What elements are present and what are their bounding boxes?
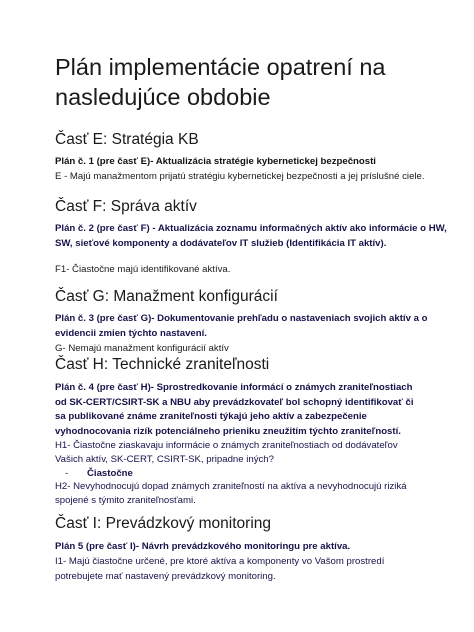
section-e-plan: Plán č. 1 (pre časť E)- Aktualizácia stratégie kybernetickej bezpečnosti (55, 156, 376, 167)
section-h-h1-line-2: Vašich aktív, SK-CERT, CSIRT-SK, pripadne iných? (55, 454, 274, 465)
section-h (55, 355, 455, 508)
section-h-plan-line-2: od SK-CERT/CSIRT-SK a NBU aby prevádzkovateľ bol schopný identifikovať či (55, 396, 414, 408)
section-g (55, 287, 455, 356)
section-g-heading: Časť G: Manažment konfigurácií (55, 288, 278, 305)
section-h-plan-line-4: vyhodnocovania rizík potenciálneho prieniku zneužitím týchto zraniteľností. (55, 425, 401, 437)
section-f (55, 197, 455, 277)
section-h-plan-line-1: Plán č. 4 (pre časť H)- Sprostredkovanie informácí o známych zraniteľnostiach (55, 382, 413, 393)
section-e-heading: Časť E: Stratégia KB (55, 131, 199, 148)
section-g-plan-line-2: evidencii zmien týchto nastavení. (55, 328, 207, 339)
title-line-2: nasledujúce obdobie (55, 84, 271, 110)
section-f-plan-line-1: Plán č. 2 (pre časť F) - Aktualizácia zoznamu informačných aktív ako informácie o HW, (55, 223, 447, 234)
bullet-dash: - (65, 468, 69, 479)
section-g-plan-line-1: Plán č. 3 (pre časť G)- Dokumentovanie prehľadu o nastaveniach svojich aktív a o (55, 313, 428, 324)
section-h-plan-line-3: sa publikované známe zraniteľnosti týkajú jeho aktív a zabezpečenie (55, 411, 367, 422)
section-i-text-line-2: potrebujete mať nastavený prevádzkový monitoring. (55, 571, 276, 582)
section-h-heading: Časť H: Technické zraniteľnosti (55, 356, 270, 373)
section-h-bullet (55, 467, 455, 480)
section-g-text: G- Nemajú manažment konfigurácií aktív (55, 343, 229, 354)
document-title (55, 52, 450, 112)
title-line-1: Plán implementácie opatrení na (55, 54, 386, 80)
section-f-plan-line-2: SW, sieťové komponenty a dodávateľov IT služieb (Identifikácia IT aktív). (55, 238, 387, 249)
bullet-text: Čiastočne (87, 468, 133, 479)
section-f-heading: Časť F: Správa aktív (55, 198, 197, 215)
section-e-text: E - Majú manažmentom prijatú stratégiu kybernetickej bezpečnosti a jej príslušné ciele. (55, 171, 425, 182)
section-e (55, 130, 455, 184)
section-i (55, 514, 455, 584)
section-i-text-line-1: I1- Majú čiastočne určené, pre ktoré aktíva a komponenty vo Vašom prostredí (55, 556, 385, 567)
section-h-h2-line-2: spojené s týmito zraniteľnosťami. (55, 495, 196, 506)
section-h-h1-line-1: H1- Čiastočne ziaskavaju informácie o známych zraniteľnostiach od dodávateľov (55, 440, 398, 451)
section-f-text: F1- Čiastočne majú identifikované aktíva. (55, 264, 231, 275)
section-h-h2-line-1: H2- Nevyhodnocujú dopad známych zraniteľností na aktíva a nevyhodnocujú riziká (55, 481, 407, 492)
section-i-heading: Časť I: Prevádzkový monitoring (55, 515, 272, 532)
section-i-plan: Plán 5 (pre časť I)- Návrh prevádzkového monitoringu pre aktíva. (55, 541, 351, 552)
